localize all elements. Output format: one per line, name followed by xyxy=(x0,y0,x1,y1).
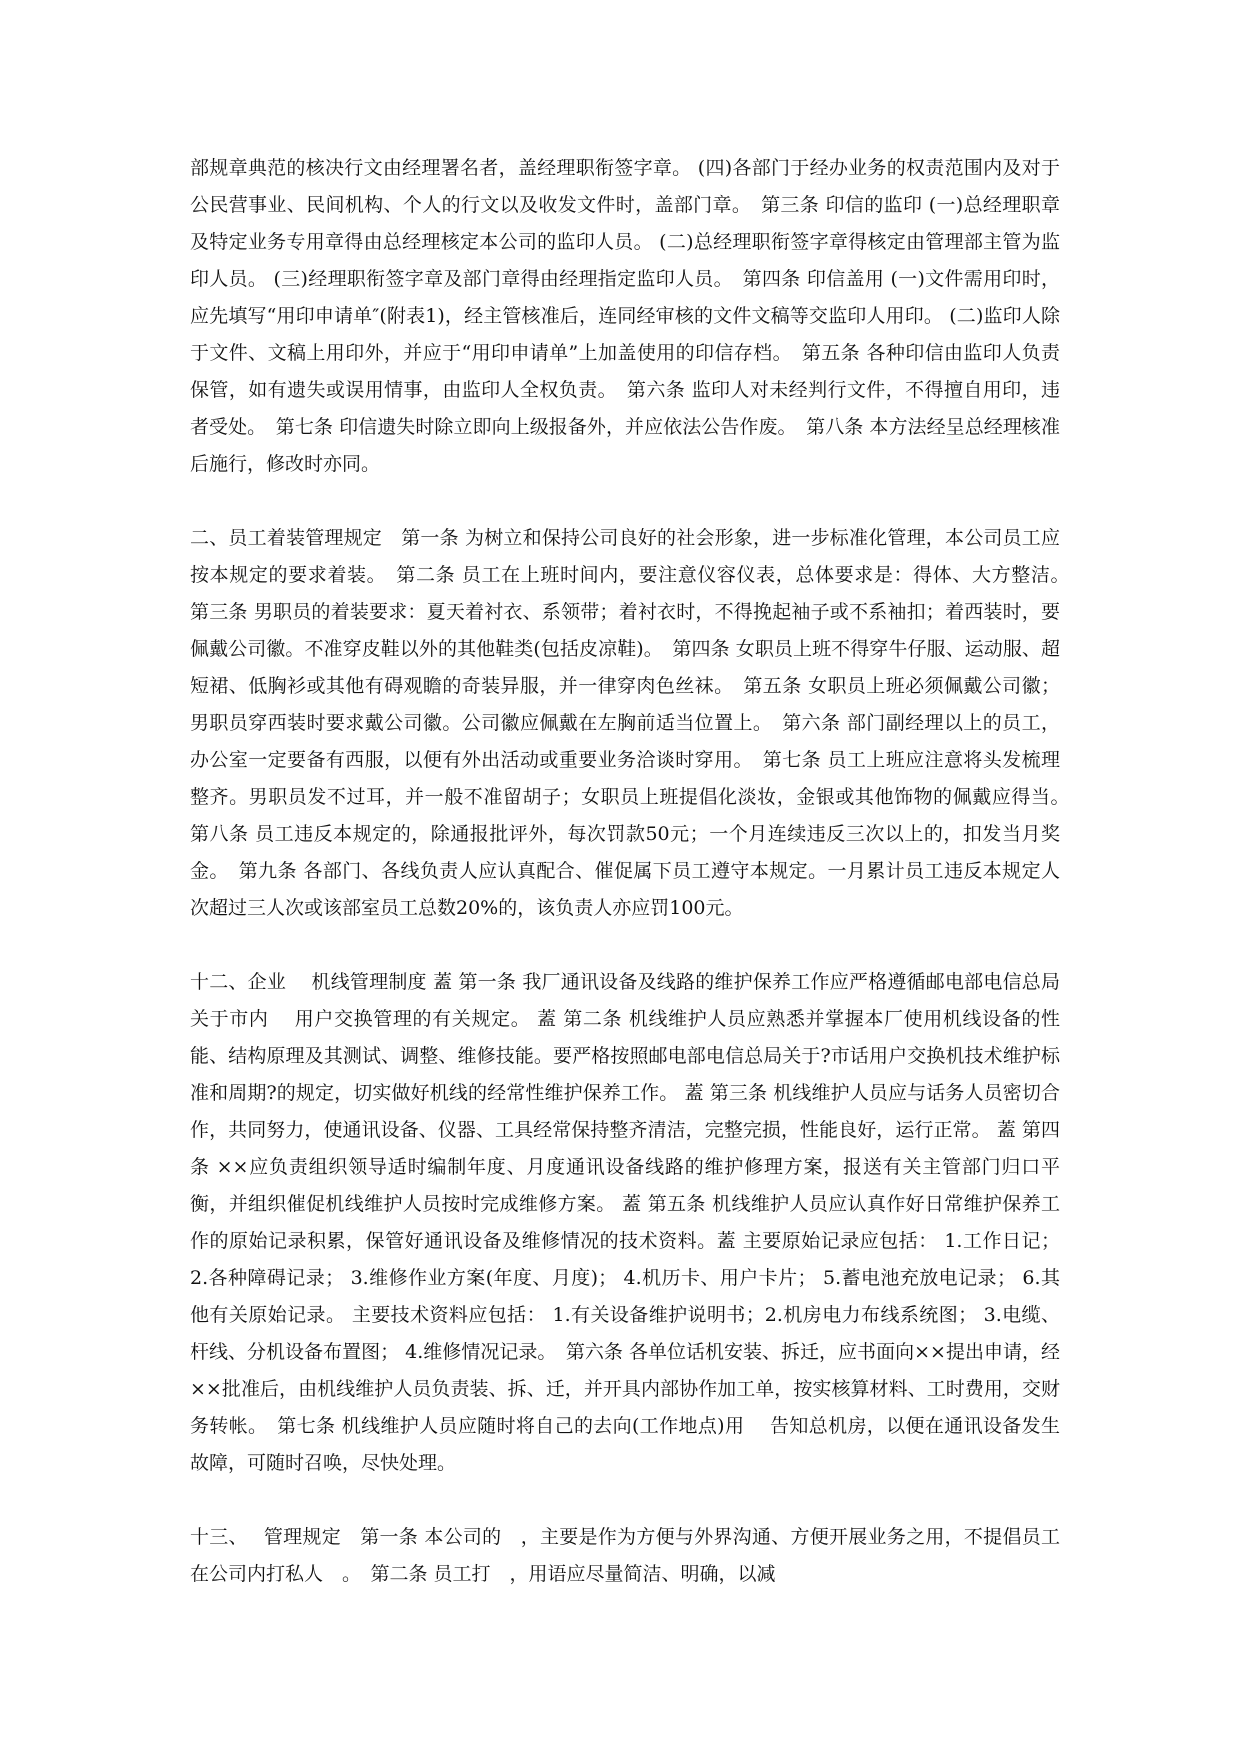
paragraph-line-maintenance: 十二、企业 机线管理制度 蓋 第一条 我厂通讯设备及线路的维护保养工作应严格遵循邮电部电信总局关于市内 用户交换管理的有关规定。 蓋 第二条 机线维护人员应熟悉并掌握本厂使用机线设备的性能、结构原理及其测试、调整、维修技能。要严格按照邮电部电信总局关于?市话用户交换机技术维护标准和周期?的规定，切实做好机线的经常性维护保养工作。 蓋 第三条 机线维护人员应与话务人员密切合作，共同努力，使通讯设备、仪器、工具经常保持整齐清洁，完整完损，性能良好，运行正常。 蓋 第四条 ××应负责组织领导适时编制年度、月度通讯设备线路的维护修理方案，报送有关主管部门归口平衡，并组织催促机线维护人员按时完成维修方案。 蓋 第五条 机线维护人员应认真作好日常维护保养工作的原始记录积累，保管好通讯设备及维修情况的技术资料。蓋 主要原始记录应包括： 1.工作日记； 2.各种障碍记录； 3.维修作业方案(年度、月度)； 4.机历卡、用户卡片； 5.蓄电池充放电记录； 6.其他有关原始记录。 主要技术资料应包括： 1.有关设备维护说明书；2.机房电力布线系统图； 3.电缆、杆线、分机设备布置图； 4.维修情况记录。 第六条 各单位话机安装、拆迁，应书面向××提出申请，经××批准后，由机线维护人员负责装、拆、迁，并开具内部协作加工单，按实核算材料、工时费用，交财务转帐。 第七条 机线维护人员应随时将自己的去向(工作地点)用 告知总机房，以便在通讯设备发生故障，可随时召唤，尽快处理。 xyxy=(190,971,1060,1474)
paragraph-seal-rules: 部规章典范的核决行文由经理署名者，盖经理职衔签字章。 (四)各部门于经办业务的权责范围内及对于公民营事业、民间机构、个人的行文以及收发文件时，盖部门章。 第三条 印信的监印 (一)总经理职章及特定业务专用章得由总经理核定本公司的监印人员。 (二)总经理职衔签字章得核定由管理部主管为监印人员。 (三)经理职衔签字章及部门章得由经理指定监印人员。 第四条 印信盖用 (一)文件需用印时，应先填写“用印申请单″(附表1)，经主管核准后，连同经审核的文件文稿等交监印人用印。 (二)监印人除于文件、文稿上用印外，并应于“用印申请单”上加盖使用的印信存档。 第五条 各种印信由监印人负责保管，如有遗失或误用情事，由监印人全权负责。 第六条 监印人对未经判行文件，不得擅自用印，违者受处。 第七条 印信遗失时除立即向上级报备外，并应依法公告作废。 第八条 本方法经呈总经理核准后施行，修改时亦同。 xyxy=(190,157,1060,475)
paragraph-phone-rules: 十三、 管理规定 第一条 本公司的 ，主要是作为方便与外界沟通、方便开展业务之用，不提倡员工在公司内打私人 。 第二条 员工打 ，用语应尽量简洁、明确，以减 xyxy=(190,1526,1060,1585)
document-body xyxy=(190,150,1080,1630)
paragraph-dress-code: 二、员工着装管理规定 第一条 为树立和保持公司良好的社会形象，进一步标准化管理，本公司员工应按本规定的要求着装。 第二条 员工在上班时间内，要注意仪容仪表，总体要求是：得体、大方整洁。 第三条 男职员的着装要求：夏天着衬衣、系领带；着衬衣时，不得挽起袖子或不系袖扣；着西装时，要佩戴公司徽。不准穿皮鞋以外的其他鞋类(包括皮凉鞋)。 第四条 女职员上班不得穿牛仔服、运动服、超短裙、低胸衫或其他有碍观瞻的奇装异服，并一律穿肉色丝袜。 第五条 女职员上班必须佩戴公司徽；男职员穿西装时要求戴公司徽。公司徽应佩戴在左胸前适当位置上。 第六条 部门副经理以上的员工，办公室一定要备有西服，以便有外出活动或重要业务洽谈时穿用。 第七条 员工上班应注意将头发梳理整齐。男职员发不过耳，并一般不准留胡子；女职员上班提倡化淡妆，金银或其他饰物的佩戴应得当。 第八条 员工违反本规定的，除通报批评外，每次罚款50元；一个月连续违反三次以上的，扣发当月奖金。 第九条 各部门、各线负责人应认真配合、催促属下员工遵守本规定。一月累计员工违反本规定人次超过三人次或该部室员工总数20%的，该负责人亦应罚100元。 xyxy=(190,527,1080,919)
